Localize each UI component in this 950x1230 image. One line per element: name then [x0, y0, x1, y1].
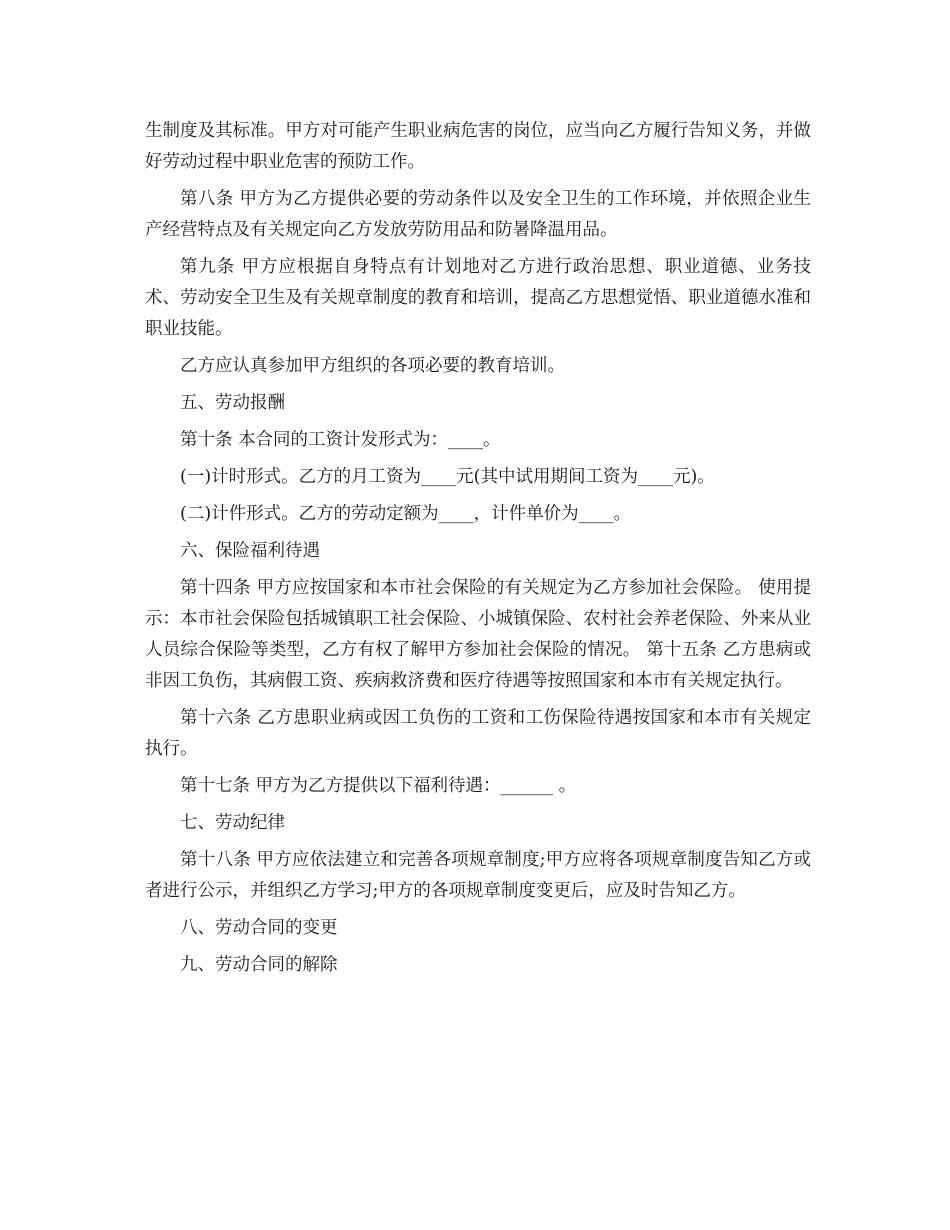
- paragraph-article-17: 第十七条 甲方为乙方提供以下福利待遇：______ 。: [180, 776, 577, 796]
- paragraph-time-based-wage: (一)计时形式。乙方的月工资为____元(其中试用期间工资为____元)。: [180, 467, 715, 487]
- paragraph-article-14-15: 第十四条 甲方应按国家和本市社会保险的有关规定为乙方参加社会保险。 使用提示：本市社会保险包括城镇职工社会保险、小城镇保险、农村社会养老保险、外来从业人员综合保险等类型，乙方有权了解甲方参加社会保险的情况。 第十五条 乙方患病或非因工负伤，其病假工资、疾病救济费和医疗待遇等按照国家和本市有关规定执行。: [145, 578, 811, 691]
- paragraph-article-18: 第十八条 甲方应依法建立和完善各项规章制度;甲方应将各项规章制度告知乙方或者进行公示，并组织乙方学习;甲方的各项规章制度变更后，应及时告知乙方。: [145, 850, 811, 901]
- paragraph-piece-rate-wage: (二)计件形式。乙方的劳动定额为____，计件单价为____。: [180, 504, 632, 524]
- paragraph-training-attendance: 乙方应认真参加甲方组织的各项必要的教育培训。: [180, 356, 565, 376]
- section-heading-contract-change: 八、劳动合同的变更: [180, 918, 338, 938]
- section-heading-insurance-benefits: 六、保险福利待遇: [180, 541, 320, 561]
- section-heading-contract-termination: 九、劳动合同的解除: [180, 955, 338, 975]
- contract-body: [145, 116, 811, 987]
- paragraph-article-8: 第八条 甲方为乙方提供必要的劳动条件以及安全卫生的工作环境，并依照企业生产经营特点及有关规定向乙方发放劳防用品和防暑降温用品。: [145, 189, 811, 240]
- paragraph-article-10: 第十条 本合同的工资计发形式为：____。: [180, 430, 501, 450]
- paragraph-occupational-hazard-notice: 生制度及其标准。甲方对可能产生职业病危害的岗位，应当向乙方履行告知义务，并做好劳动过程中职业危害的预防工作。: [145, 121, 811, 172]
- paragraph-article-9: 第九条 甲方应根据自身特点有计划地对乙方进行政治思想、职业道德、业务技术、劳动安全卫生及有关规章制度的教育和培训，提高乙方思想觉悟、职业道德水准和职业技能。: [145, 257, 811, 339]
- section-heading-remuneration: 五、劳动报酬: [180, 393, 285, 413]
- paragraph-article-16: 第十六条 乙方患职业病或因工负伤的工资和工伤保险待遇按国家和本市有关规定执行。: [145, 708, 811, 759]
- section-heading-labor-discipline: 七、劳动纪律: [180, 813, 285, 833]
